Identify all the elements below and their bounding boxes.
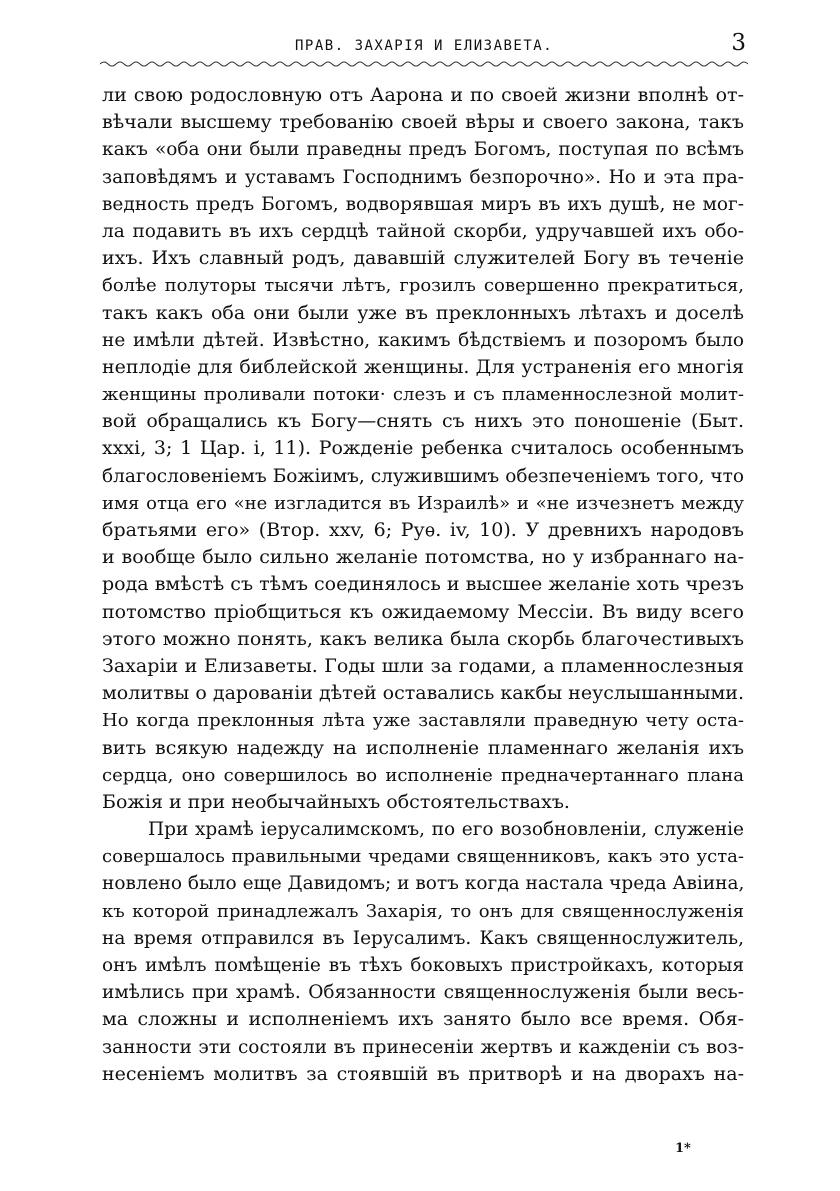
text-line: рода вмѣстѣ съ тѣмъ соединялось и высшее желаніе хоть чрезъ xyxy=(102,573,744,596)
text-line: братьями его» (Втор. xxv, 6; Руѳ. iv, 10). У древнихъ народовъ xyxy=(102,519,744,541)
text-line: такъ какъ оба они были уже въ преклонныхъ лѣтахъ и доселѣ xyxy=(102,301,744,324)
text-line: и вообще было сильно желаніе потомства, но у избраннаго на- xyxy=(102,546,744,569)
text-line: благословеніемъ Божіимъ, служившимъ обезпеченіемъ того, что xyxy=(102,465,744,487)
text-line: какъ «оба они были праведны предъ Богомъ, поступая по всѣмъ xyxy=(102,139,744,161)
text-line: xxxi, 3; 1 Цар. i, 11). Рожденіе ребенка считалось особеннымъ xyxy=(102,437,744,460)
text-line: вой обращались къ Богу—снять съ нихъ это поношеніе (Быт. xyxy=(102,410,744,433)
text-line: заповѣдямъ и уставамъ Господнимъ безпорочно». Но и эта пра- xyxy=(102,166,744,188)
text-line: болѣе полуторы тысячи лѣтъ, грозилъ совершенно прекратиться, xyxy=(102,275,744,297)
running-title: ПРАВ. ЗАХАРІЯ И ЕЛИЗАВЕТА. xyxy=(295,38,554,54)
text-line: ла подавить въ ихъ сердцѣ тайной скорби, удручавшей ихъ обо- xyxy=(102,220,744,242)
text-line: потомство пріобщиться къ ожидаемому Мессіи. Въ виду всего xyxy=(102,600,744,623)
text-line: несеніемъ молитвъ за стоявшій въ притворѣ и на дворахъ на- xyxy=(102,1062,744,1085)
text-line: имѣлись при храмѣ. Обязанности священнослуженія были весь- xyxy=(102,982,744,1004)
body-text xyxy=(102,82,744,1088)
page-number: 3 xyxy=(731,30,746,56)
text-line: сердца, оно совершилось во исполненіе предначертаннаго плана xyxy=(102,764,744,786)
text-line: женщины проливали потоки· слезъ и съ пламеннослезной молит- xyxy=(102,384,744,406)
text-line: совершалось правильными чредами священниковъ, какъ это уста- xyxy=(102,846,744,868)
text-line: вѣчали высшему требованію своей вѣры и своего закона, такъ xyxy=(102,111,744,134)
text-line: Захаріи и Елизаветы. Годы шли за годами, а пламеннослезныя xyxy=(102,654,744,677)
header-wavy-rule xyxy=(100,60,748,68)
text-line: Божія и при необычайныхъ обстоятельствахъ. xyxy=(102,790,570,813)
text-line: не имѣли дѣтей. Извѣстно, какимъ бѣдствіемъ и позоромъ было xyxy=(102,329,744,351)
text-line: неплодіе для библейской женщины. Для устраненія его многія xyxy=(102,355,744,378)
text-line: къ которой принадлежалъ Захарія, то онъ для священнослуженія xyxy=(102,900,744,922)
text-line: онъ имѣлъ помѣщеніе въ тѣхъ боковыхъ пристройкахъ, которыя xyxy=(102,955,744,976)
text-line: занности эти состояли въ принесеніи жертвъ и кажденіи съ воз- xyxy=(102,1036,744,1058)
text-line: на время отправился въ Іерусалимъ. Какъ священнослужитель, xyxy=(102,927,744,949)
text-line: ма сложны и исполненіемъ ихъ занято было все время. Обя- xyxy=(102,1008,744,1031)
text-line: имя отца его «не изгладится въ Израилѣ» и «не изчезнетъ между xyxy=(102,492,744,514)
page-header xyxy=(100,30,748,60)
text-line: вить всякую надежду на исполненіе пламеннаго желанія ихъ xyxy=(102,736,744,759)
text-line: молитвы о дарованіи дѣтей оставались какбы неуслышанными. xyxy=(102,682,744,705)
signature-mark: 1* xyxy=(675,1141,691,1156)
text-line: ли свою родословную отъ Аарона и по своей жизни вполнѣ от- xyxy=(102,84,744,106)
text-line: При храмѣ іерусалимскомъ, по его возобновленіи, служеніе xyxy=(148,819,744,841)
text-line: ведность предъ Богомъ, водворявшая миръ въ ихъ душѣ, не мог- xyxy=(102,193,744,215)
text-line: ихъ. Ихъ славный родъ, дававшій служителей Богу въ теченіе xyxy=(102,247,744,270)
text-line: этого можно понять, какъ велика была скорбь благочестивыхъ xyxy=(102,627,744,650)
text-line: новлено было еще Давидомъ; и вотъ когда настала чреда Авіина, xyxy=(102,873,744,895)
text-line: Но когда преклонныя лѣта уже заставляли праведную чету оста- xyxy=(102,710,744,732)
